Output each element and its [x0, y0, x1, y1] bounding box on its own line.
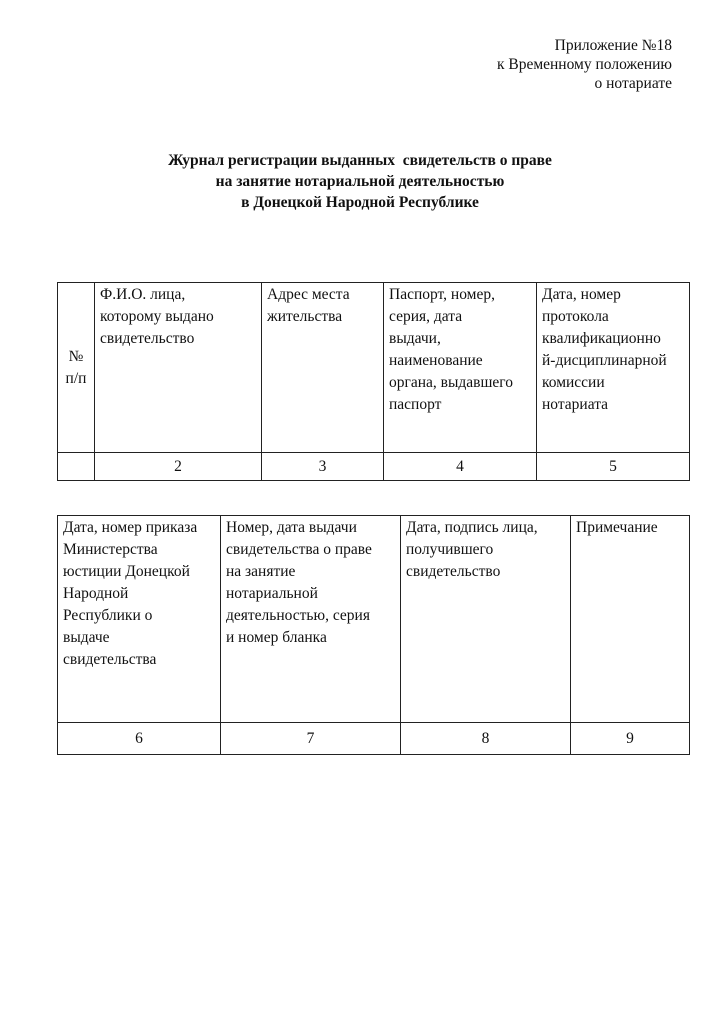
column-number-row — [58, 723, 690, 755]
column-number-cell: 2 — [95, 453, 262, 481]
appendix-line: о нотариате — [594, 75, 672, 92]
header-cell-passport: Паспорт, номер, серия, дата выдачи, наименование органа, выдавшего паспорт — [384, 283, 537, 453]
header-cell-protocol: Дата, номер протокола квалификационно й-дисциплинарной комиссии нотариата — [537, 283, 690, 453]
column-number-cell — [58, 453, 95, 481]
table-header-row — [58, 283, 690, 453]
title-line: на занятие нотариальной деятельностью — [215, 173, 505, 190]
title-line: Журнал регистрации выданных свидетельств о праве — [168, 152, 552, 169]
column-number-cell: 7 — [221, 723, 401, 755]
appendix-reference — [497, 36, 672, 93]
column-number-cell: 4 — [384, 453, 537, 481]
column-number-cell: 6 — [58, 723, 221, 755]
header-cell-ministry-order: Дата, номер приказа Министерства юстиции Донецкой Народной Республики о выдаче свидетельства — [58, 516, 221, 723]
column-number-row — [58, 453, 690, 481]
table-header-row — [58, 516, 690, 723]
header-cell-certificate-number: Номер, дата выдачи свидетельства о праве на занятие нотариальной деятельностью, серия и номер бланка — [221, 516, 401, 723]
header-cell-full-name: Ф.И.О. лица, которому выдано свидетельство — [95, 283, 262, 453]
title-line: в Донецкой Народной Республике — [241, 194, 479, 211]
header-cell-address: Адрес места жительства — [262, 283, 384, 453]
column-number-cell: 9 — [571, 723, 690, 755]
header-cell-number: № п/п — [58, 283, 95, 453]
column-number-cell: 8 — [401, 723, 571, 755]
header-cell-recipient-signature: Дата, подпись лица, получившего свидетельство — [401, 516, 571, 723]
column-number-cell: 3 — [262, 453, 384, 481]
register-table-part-1 — [57, 282, 690, 481]
header-cell-note: Примечание — [571, 516, 690, 723]
document-title — [0, 150, 724, 213]
appendix-line: к Временному положению — [496, 56, 672, 73]
appendix-line: Приложение №18 — [554, 37, 672, 54]
column-number-cell: 5 — [537, 453, 690, 481]
register-table-part-2 — [57, 515, 690, 755]
